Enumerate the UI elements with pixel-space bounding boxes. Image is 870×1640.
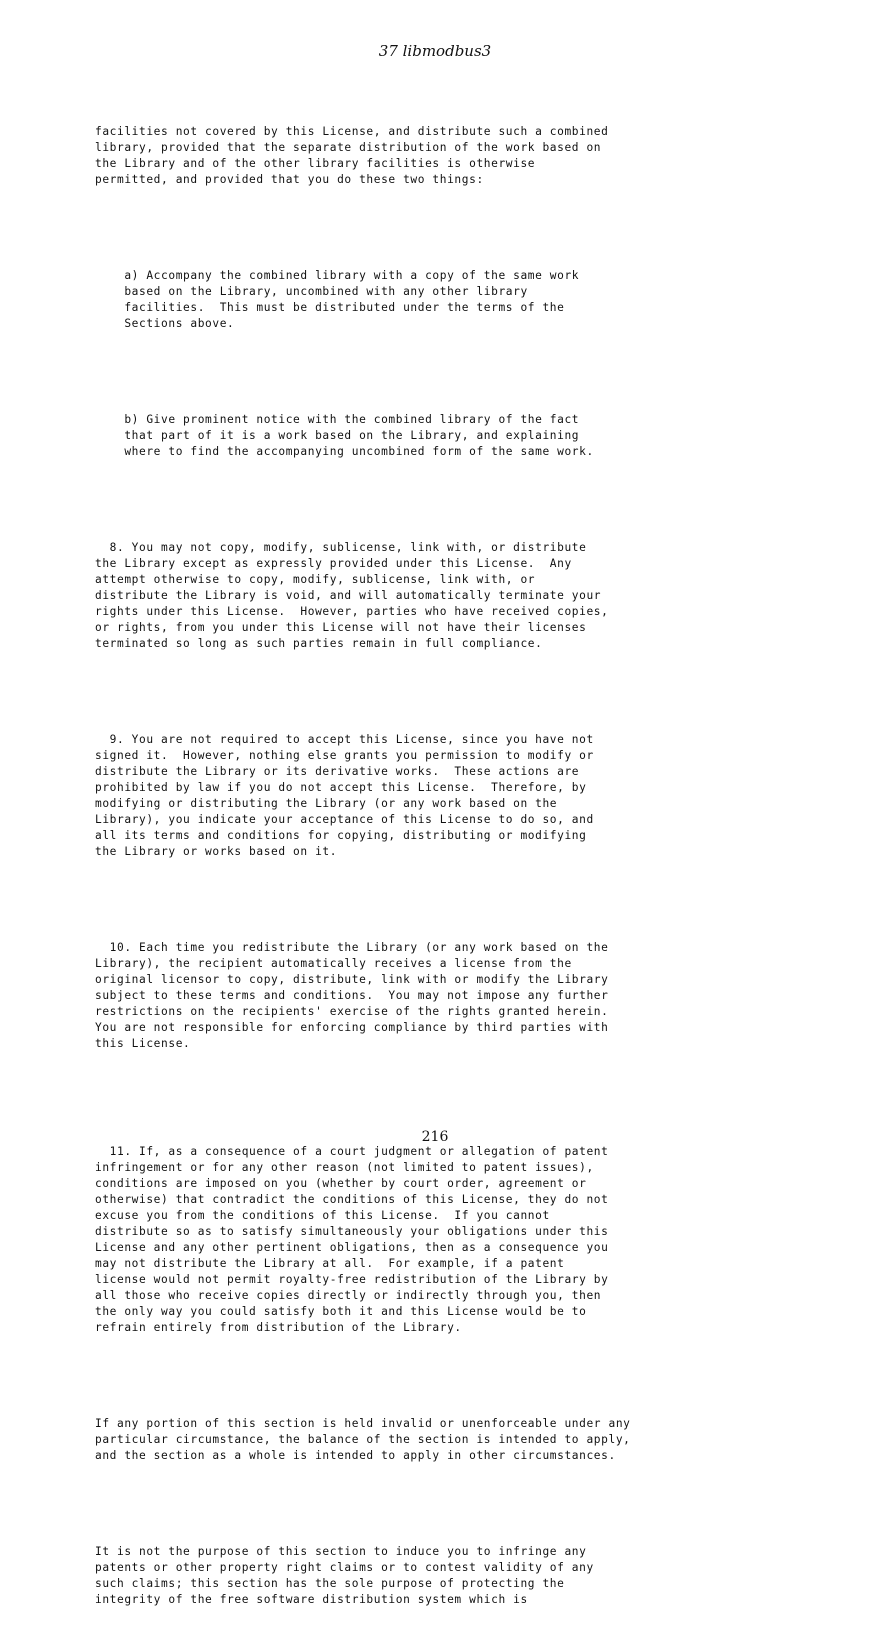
paragraph-invalid-portion: If any portion of this section is held invalid or unenforceable under any particular circumstance, the balance of the section is intended to apply, and the section as a whole is intended to apply in other circumstances. — [95, 1417, 631, 1462]
paragraph-combined-library: facilities not covered by this License, and distribute such a combined library, provided that the separate distribution of the work based on the Library and of the other library facilities is otherwise permitted, and provided that you do these two things: — [95, 125, 609, 186]
paragraph-section-10: 10. Each time you redistribute the Library (or any work based on the Library), the recipient automatically receives a license from the original licensor to copy, distribute, link with or modify the Library subject to these terms and conditions. You may not impose any further restrictions on the recipients' exercise of the rights granted herein. You are not responsible for enforcing compliance by third parties with this License. — [95, 941, 609, 1050]
license-text — [95, 92, 815, 1640]
paragraph-item-a: a) Accompany the combined library with a copy of the same work based on the Library, uncombined with any other library facilities. This must be distributed under the terms of the Sections above. — [124, 269, 580, 330]
page-number: 216 — [421, 1129, 449, 1145]
paragraph-section-11: 11. If, as a consequence of a court judgment or allegation of patent infringement or for any other reason (not limited to patent issues), conditions are imposed on you (whether by court order, agreement or otherwise) that contradict the conditions of this License, they do not excuse you from the conditions of this License. If you cannot distribute so as to satisfy simultaneously your obligations under this License and any other pertinent obligations, then as a consequence you may not distribute the Library at all. For example, if a patent license would not permit royalty-free redistribution of the Library by all those who receive copies directly or indirectly through you, then the only way you could satisfy both it and this License would be to refrain entirely from distribution of the Library. — [95, 1145, 609, 1334]
paragraph-purpose: It is not the purpose of this section to induce you to infringe any patents or other property right claims or to contest validity of any such claims; this section has the sole purpose of protecting the integrity of the free software distribution system which is — [95, 1545, 594, 1606]
paragraph-item-b: b) Give prominent notice with the combined library of the fact that part of it is a work based on the Library, and explaining where to find the accompanying uncombined form of the same work. — [124, 413, 594, 458]
running-header: 37 libmodbus3 — [378, 42, 492, 60]
paragraph-section-9: 9. You are not required to accept this License, since you have not signed it. However, nothing else grants you permission to modify or distribute the Library or its derivative works. These actions are prohibited by law if you do not accept this License. Therefore, by modifying or distributing the Library (or any work based on the Library), you indicate your acceptance of this License to do so, and all its terms and conditions for copying, distributing or modifying the Library or works based on it. — [95, 733, 594, 858]
paragraph-section-8: 8. You may not copy, modify, sublicense, link with, or distribute the Library except as expressly provided under this License. Any attempt otherwise to copy, modify, sublicense, link with, or distribute the Library is void, and will automatically terminate your rights under this License. However, parties who have received copies, or rights, from you under this License will not have their licenses terminated so long as such parties remain in full compliance. — [95, 541, 609, 650]
